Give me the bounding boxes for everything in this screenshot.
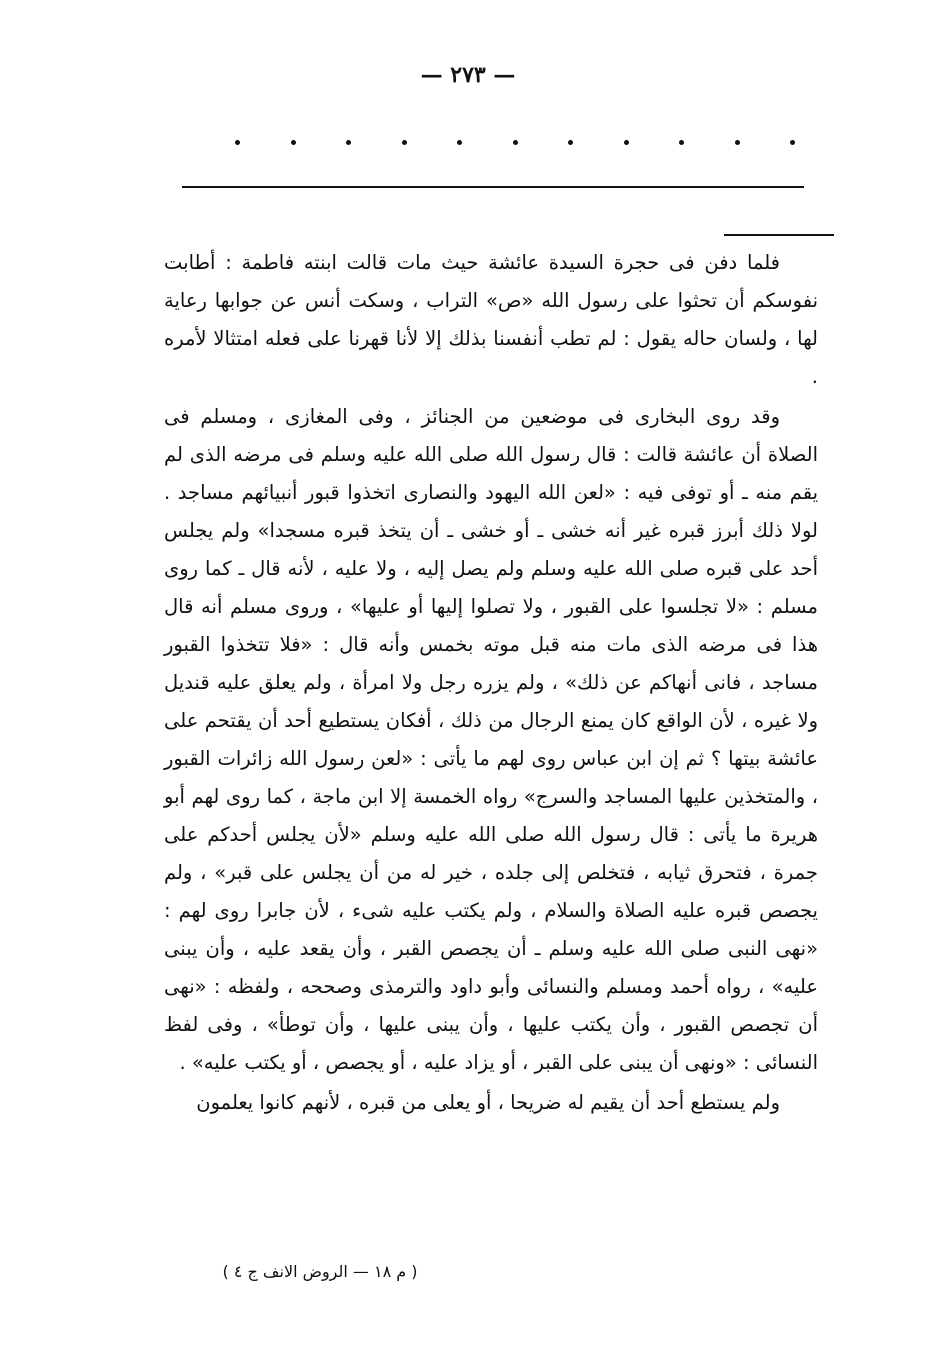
dot — [679, 140, 684, 145]
dot — [235, 140, 240, 145]
dot — [457, 140, 462, 145]
dot — [735, 140, 740, 145]
header-divider — [182, 186, 804, 188]
section-divider — [724, 234, 834, 236]
paragraph-1: فلما دفن فى حجرة السيدة عائشة حيث مات قالت ابنته فاطمة : أطابت نفوسكم أن تحثوا على رسول الله «ص» التراب ، وسكت أنس عن جوابها رعاية لها ، ولسان حاله يقول : لم تطب أنفسنا بذلك إلا لأنا قهرنا على فعله امتثالا لأمره . — [164, 251, 818, 388]
dot — [291, 140, 296, 145]
body-text — [164, 244, 818, 1122]
dot — [346, 140, 351, 145]
dot — [402, 140, 407, 145]
dot — [513, 140, 518, 145]
paragraph-2: وقد روى البخارى فى موضعين من الجنائز ، وفى المغازى ، ومسلم فى الصلاة أن عائشة قالت : قال رسول الله صلى الله عليه وسلم فى مرضه الذى لم يقم منه ـ أو توفى فيه : «لعن الله اليهود والنصارى اتخذوا قبور أنبيائهم مساجد . لولا ذلك أبرز قبره غير أنه خشى ـ أو خشى ـ أن يتخذ قبره مسجدا» ولم يجلس أحد على قبره صلى الله عليه وسلم ولم يصل إليه ، ولا عليه ، لأنه قال ـ كما روى مسلم : «لا تجلسوا على القبور ، ولا تصلوا إليها أو عليها» ، وروى مسلم أنه قال هذا فى مرضه الذى مات منه قبل موته بخمس وأنه قال : «فلا تتخذوا القبور مساجد ، فانى أنهاكم عن ذلك» ، ولم يزره رجل ولا امرأة ، ولم يعلق عليه قنديل ولا غيره ، لأن الواقع كان يمنع الرجال من ذلك ، أفكان يستطيع أحد أن يقتحم على عائشة بيتها ؟ ثم إن ابن عباس روى لهم ما يأتى : «لعن رسول الله زائرات القبور ، والمتخذين عليها المساجد والسرج» رواه الخمسة إلا ابن ماجة ، كما روى لهم أبو هريرة ما يأتى : قال رسول الله صلى الله عليه وسلم «لأن يجلس أحدكم على جمرة ، فتحرق ثيابه ، فتخلص إلى جلده ، خير له من أن يجلس على قبر» ، ولم يجصص قبره عليه الصلاة والسلام ، ولم يكتب عليه شىء ، لأن جابرا روى لهم : «نهى النبى صلى الله عليه وسلم ـ أن يجصص القبر ، وأن يقعد عليه ، وأن يبنى عليه» ، رواه أحمد ومسلم والنسائى وأبو داود والترمذى وصححه ، ولفظه : «نهى أن تجصص القبور ، وأن يكتب عليها ، وأن يبنى عليها ، وأن توطأ» ، وفى لفظ النسائى : «ونهى أن يبنى على القبر ، أو يزاد عليه ، أو يجصص ، أو يكتب عليه» . — [164, 405, 818, 1074]
footer-reference: ( م ١٨ — الروض الانف ج ٤ ) — [222, 1262, 418, 1281]
paragraph-3: ولم يستطع أحد أن يقيم له ضريحا ، أو يعلى من قبره ، لأنهم كانوا يعلمون — [196, 1091, 780, 1114]
page-number: — ٢٧٣ — — [420, 62, 516, 88]
decorative-dots — [235, 140, 795, 145]
dot — [790, 140, 795, 145]
dot — [624, 140, 629, 145]
dot — [568, 140, 573, 145]
